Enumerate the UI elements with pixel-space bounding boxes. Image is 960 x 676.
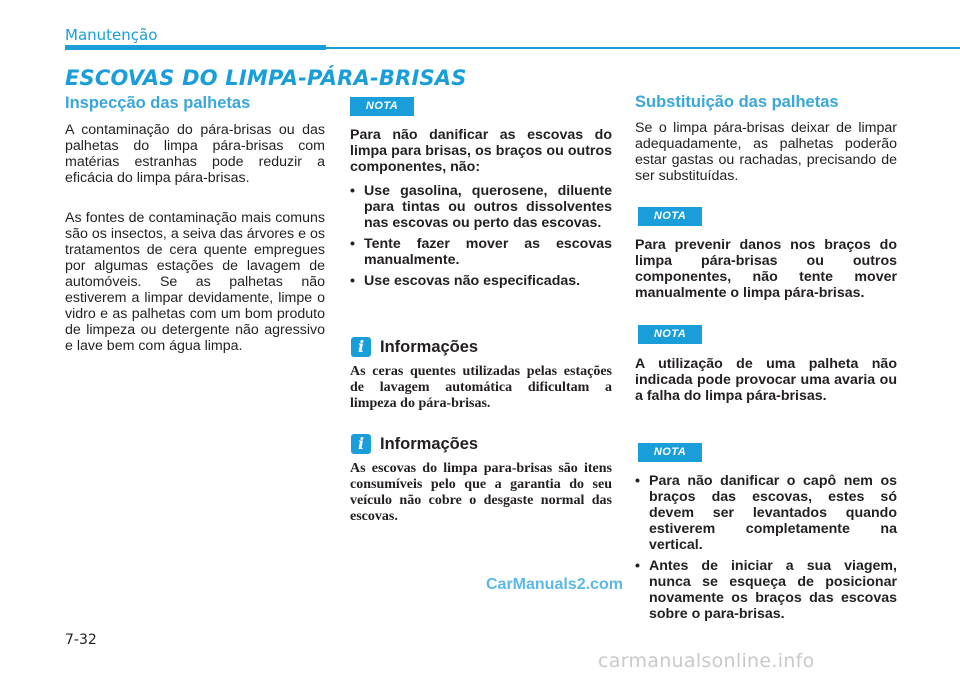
info-title: Informações bbox=[380, 338, 479, 356]
page-number: 7-32 bbox=[65, 632, 97, 648]
nota-badge: NOTA bbox=[638, 325, 702, 344]
nota-text-1: Para prevenir danos nos braços do limpa pára-brisas ou outros componentes, não tente mover manualmente o limpa pára-brisas. bbox=[635, 237, 897, 301]
info-icon: i bbox=[351, 337, 371, 357]
carmanuals-watermark: CarManuals2.com bbox=[486, 576, 623, 593]
inspection-heading: Inspecção das palhetas bbox=[65, 94, 251, 112]
replacement-heading: Substituição das palhetas bbox=[635, 93, 839, 111]
section-title: ESCOVAS DO LIMPA-PÁRA-BRISAS bbox=[65, 66, 467, 90]
nota-bullet-list bbox=[635, 473, 897, 627]
nota-badge: NOTA bbox=[638, 443, 702, 462]
nota-bullet-item: • Tente fazer mover as escovas manualmente. bbox=[350, 236, 612, 268]
footer-watermark: carmanualsonline.info bbox=[598, 650, 815, 672]
inspection-para-1: A contaminação do pára-brisas ou das palhetas do limpa pára-brisas com matérias estranhas pode reduzir a eficácia do limpa pára-brisas. bbox=[65, 122, 325, 186]
info-text-2: As escovas do limpa para-brisas são itens consumíveis pelo que a garantia do seu veículo não cobre o desgaste normal das escovas. bbox=[350, 461, 612, 524]
info-text-1: As ceras quentes utilizadas pelas estações de lavagem automática dificultam a limpeza do pára-brisas. bbox=[350, 364, 612, 411]
nota-bullet-item: • Para não danificar o capô nem os braços das escovas, estes só devem ser levantados quando estiverem completamente na vertical. bbox=[635, 473, 897, 553]
nota-badge: NOTA bbox=[638, 207, 702, 226]
nota-bullet-item: • Use gasolina, querosene, diluente para tintas ou outros dissolventes nas escovas ou perto das escovas. bbox=[350, 183, 612, 231]
nota-badge: NOTA bbox=[350, 97, 414, 116]
nota-text-2: A utilização de uma palheta não indicada pode provocar uma avaria ou a falha do limpa pára-brisas. bbox=[635, 356, 897, 404]
replacement-para: Se o limpa pára-brisas deixar de limpar adequadamente, as palhetas poderão estar gastas ou rachadas, precisando de ser substituídas. bbox=[635, 120, 897, 184]
header-rule-thick bbox=[65, 45, 326, 50]
info-title: Informações bbox=[380, 435, 479, 453]
info-icon: i bbox=[351, 434, 371, 454]
nota-bullet-list bbox=[350, 183, 612, 294]
header-rule-thin bbox=[326, 47, 960, 49]
inspection-para-2: As fontes de contaminação mais comuns são os insectos, a seiva das árvores e os tratamentos de cera quente empregues por algumas estações de lavagem de automóveis. Se as palhetas não estiverem a limpar devidamente, limpe o vidro e as palhetas com um bom produto de limpeza ou detergente não agressivo e lave bem com água limpa. bbox=[65, 210, 325, 354]
header-section-label: Manutenção bbox=[65, 26, 158, 44]
nota-bullet-item: • Use escovas não especificadas. bbox=[350, 273, 612, 289]
nota-intro-text: Para não danificar as escovas do limpa para brisas, os braços ou outros componentes, não: bbox=[350, 127, 612, 175]
nota-bullet-item: • Antes de iniciar a sua viagem, nunca se esqueça de posicionar novamente os braços das escovas sobre o para-brisas. bbox=[635, 558, 897, 622]
